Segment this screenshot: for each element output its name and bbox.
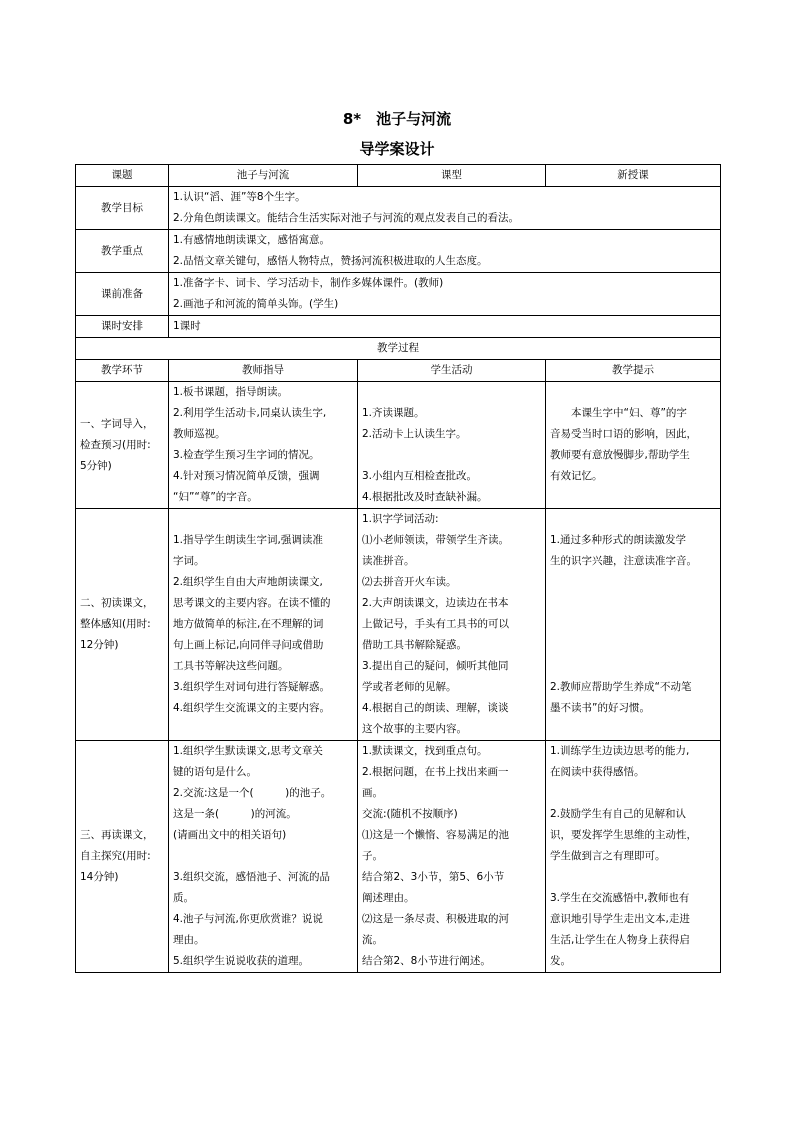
cell-line: 3.组织学生对词句进行答疑解惑。 [173,681,331,693]
cell-line: 本课生字中“妇、尊”的字 [571,407,687,419]
teacher-cell [169,741,358,973]
cell-line [550,867,716,888]
column-header: 学生活动 [358,360,546,382]
cell-line: 14分钟) [80,871,119,883]
cell-line: 键的语句是什么。 [173,766,257,778]
cell-line: 教师要有意放慢脚步,帮助学生 [550,449,690,461]
lesson-plan-table [75,164,721,973]
cell-line: 字词。 [173,555,205,567]
cell-line: 一、字词导入， [80,417,154,430]
cell-line: 结合第2、3小节，第5、6小节 [362,871,505,883]
tip-cell [546,382,721,509]
column-header: 教学提示 [546,360,721,382]
cell-line: 交流:(随机不按顺序) [362,808,458,820]
cell-line [550,487,716,508]
cell-line: 流。 [362,934,383,946]
table-row [76,338,721,360]
cell-line: 生活,让学生在人物身上获得启 [550,934,690,946]
cell-line: ⑴这是一个懒惰、容易满足的池 [362,829,509,841]
stage-cell [76,741,169,973]
cell-line: 2.交流:这是一个( )的池子。 [173,787,332,799]
stage-row [76,382,721,509]
prep-item: 2.画池子和河流的简单头饰。(学生) [173,298,339,310]
stage-row [76,741,721,973]
teacher-cell [169,382,358,509]
goal-item: 2.分角色朗读课文。能结合生活实际对池子与河流的观点发表自己的看法。 [173,212,520,224]
cell-line: 借助工具书解除疑惑。 [362,639,467,651]
cell-line: 12分钟) [80,639,119,651]
cell-line: 2.活动卡上认读生字。 [362,428,467,440]
cell-line [550,656,716,677]
time-label: 课时安排 [76,316,169,338]
cell-line: 1.默读课文，找到重点句。 [362,745,488,757]
cell-line: 1.通过多种形式的朗读激发学 [550,534,687,546]
cell-line: 2.组织学生自由大声地朗读课文, [173,576,323,588]
page-subtitle: 导学案设计 [359,140,435,158]
cell-line: 三、再读课文， [80,829,154,841]
student-cell [358,741,546,973]
cell-line [550,572,716,593]
table-row [76,316,721,338]
topic-label: 课题 [76,165,169,187]
cell-line: “妇”“尊”的字音。 [173,491,258,503]
cell-line: ⑴小老师领读，带领学生齐读。 [362,534,509,546]
cell-line: 4.根据自己的朗读、理解，谈谈 [362,702,509,714]
tip-cell [546,509,721,741]
cell-line: 4.针对预习情况简单反馈，强调 [173,470,320,482]
cell-line [173,719,353,740]
cell-line: 3.检查学生预习生字词的情况。 [173,449,320,461]
cell-line: 子。 [362,850,383,862]
stage-row [76,509,721,741]
column-header: 教学环节 [76,360,169,382]
cell-line [362,445,541,466]
cell-line: 读准拼音。 [362,555,415,567]
cell-line [550,614,716,635]
cell-line [550,719,716,740]
cell-line: 地方做简单的标注,在不理解的词 [173,618,324,630]
cell-line: 结合第2、8小节进行阐述。 [362,955,491,967]
cell-line: 发。 [550,955,571,967]
cell-line [550,509,716,530]
cell-line: 1.识字学词活动: [362,513,439,525]
cell-line: 3.小组内互相检查批改。 [362,470,478,482]
cell-line: 教师巡视。 [173,428,226,440]
student-cell [358,382,546,509]
cell-line: 2.大声朗读课文，边读边在书本 [362,597,509,609]
key-label: 教学重点 [76,230,169,273]
cell-line: 音易受当时口语的影响，因此， [550,428,697,440]
teacher-cell [169,509,358,741]
cell-line: 自主探究(用时: [80,850,151,862]
prep-label: 课前准备 [76,273,169,316]
table-row [76,273,721,316]
cell-line: 5分钟) [80,459,112,472]
tip-cell [546,741,721,973]
prep-cell [169,273,721,316]
cell-line: 这个故事的主要内容。 [362,723,467,735]
cell-line [550,783,716,804]
page-title: 8* 池子与河流 [342,110,452,128]
cell-line: 2.根据问题，在书上找出来画一 [362,766,509,778]
goals-label: 教学目标 [76,187,169,230]
cell-line: 这是一条( )的河流。 [173,808,297,820]
goal-item: 1.认识“滔、涯”等8个生字。 [173,191,306,203]
cell-line: 1.齐读课题。 [362,407,425,419]
goals-cell [169,187,721,230]
cell-line: 思考课文的主要内容。在读不懂的 [173,597,331,609]
key-item: 2.品悟文章关键句，感悟人物特点，赞扬河流积极进取的人生态度。 [173,255,488,267]
cell-line: 学生做到言之有理即可。 [550,850,666,862]
key-item: 1.有感情地朗读课文，感悟寓意。 [173,234,331,246]
cell-line: 2.利用学生活动卡,同桌认读生字, [173,407,327,419]
cell-line: 3.组织交流，感悟池子、河流的品 [173,871,331,883]
cell-line: 1.组织学生默读课文,思考文章关 [173,745,323,757]
cell-line: 1.训练学生边读边思考的能力, [550,745,690,757]
cell-line: 句上画上标记,向同伴寻问或借助 [173,639,324,651]
cell-line: 4.池子与河流,你更欣赏谁？说说 [173,913,323,925]
cell-line [173,509,353,530]
cell-line: 意识地引导学生走出文本,走进 [550,913,690,925]
cell-line: 识，要发挥学生思维的主动性， [550,829,697,841]
cell-line: 4.组织学生交流课文的主要内容。 [173,702,331,714]
process-header: 教学过程 [76,338,721,360]
cell-line: (请画出文中的相关语句) [173,829,287,841]
cell-line: 生的识字兴趣，注意读准字音。 [550,555,697,567]
key-cell [169,230,721,273]
stage-cell [76,509,169,741]
cell-line: 1.板书课题，指导朗读。 [173,386,289,398]
cell-line [173,846,353,867]
cell-line: 二、初读课文， [80,597,154,609]
cell-line [550,635,716,656]
cell-line: 2.教师应帮助学生养成“不动笔 [550,681,692,693]
cell-line: 有效记忆。 [550,470,603,482]
cell-line: 2.鼓励学生有自己的见解和认 [550,808,687,820]
type-label: 课型 [358,165,546,187]
time-value: 1课时 [169,316,721,338]
cell-line: 1.指导学生朗读生字词,强调读准 [173,534,323,546]
cell-line [550,593,716,614]
topic-value: 池子与河流 [169,165,358,187]
cell-line: 墨不读书”的好习惯。 [550,702,650,714]
cell-line: 整体感知(用时: [80,618,151,630]
cell-line: 3.学生在交流感悟中,教师也有 [550,892,690,904]
cell-line: ⑵去拼音开火车读。 [362,576,457,588]
cell-line: 质。 [173,892,194,904]
student-cell [358,509,546,741]
cell-line: 工具书等解决这些问题。 [173,660,289,672]
cell-line: 上做记号，手头有工具书的可以 [362,618,509,630]
type-value: 新授课 [546,165,721,187]
table-row [76,187,721,230]
cell-line: 画。 [362,787,383,799]
prep-item: 1.准备字卡、词卡、学习活动卡，制作多媒体课件。(教师) [173,277,444,289]
table-row [76,165,721,187]
cell-line: 在阅读中获得感悟。 [550,766,645,778]
column-header: 教师指导 [169,360,358,382]
cell-line [550,382,716,403]
table-row [76,230,721,273]
cell-line: 5.组织学生说说收获的道理。 [173,955,310,967]
cell-line [362,382,541,403]
cell-line: 理由。 [173,934,205,946]
cell-line: ⑵这是一条尽责、积极进取的河 [362,913,509,925]
cell-line: 4.根据批改及时查缺补漏。 [362,491,488,503]
table-row [76,360,721,382]
stage-cell [76,382,169,509]
cell-line: 学或者老师的见解。 [362,681,457,693]
cell-line: 检查预习(用时: [80,438,151,451]
cell-line: 3.提出自己的疑问，倾听其他同 [362,660,509,672]
cell-line: 阐述理由。 [362,892,415,904]
